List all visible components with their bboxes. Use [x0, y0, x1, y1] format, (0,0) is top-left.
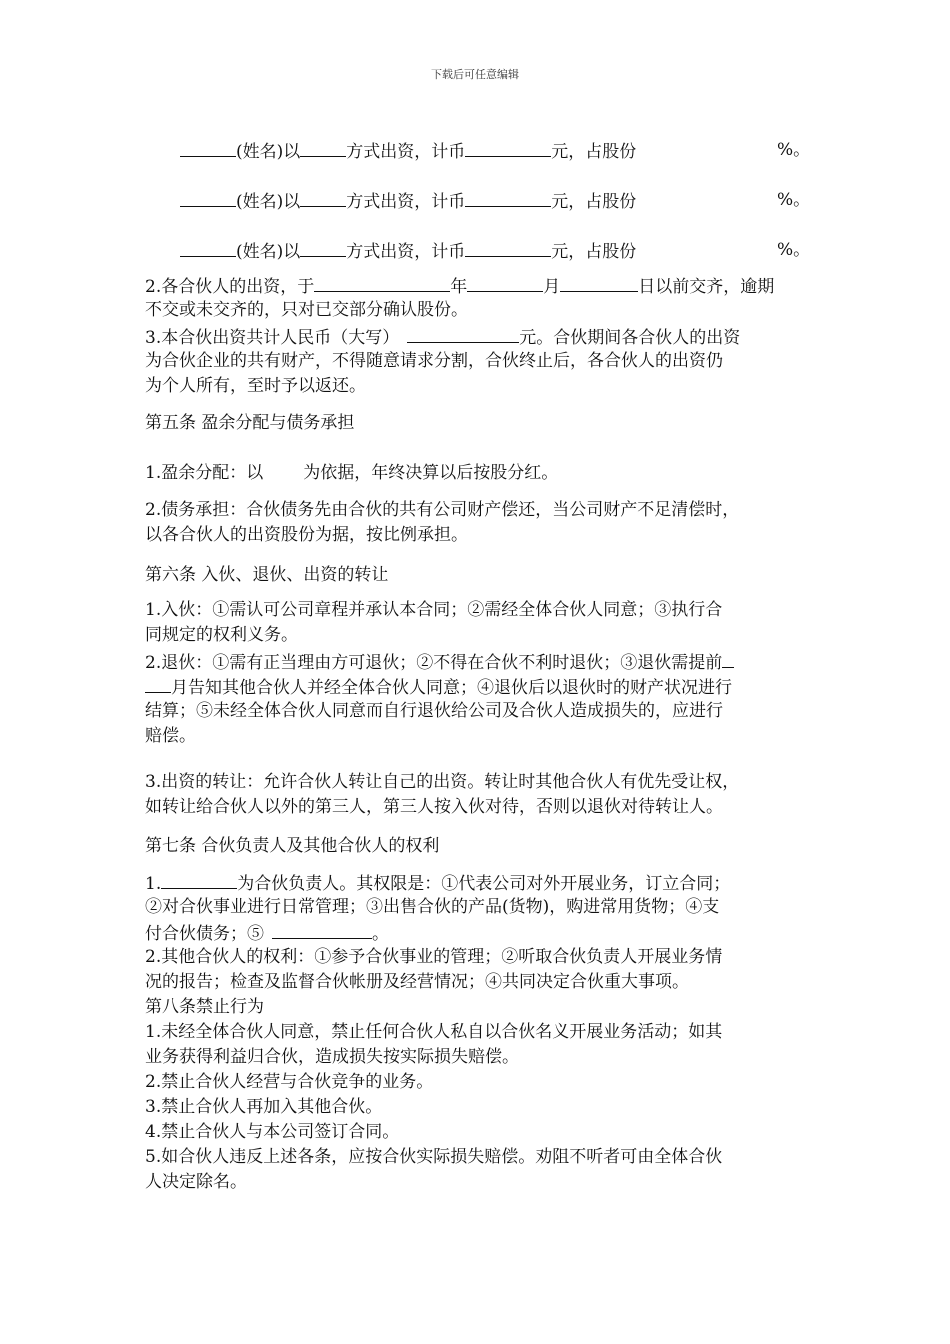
art6-p2-line1: [145, 649, 810, 676]
art5-p1: [145, 461, 810, 486]
art8-p3: 3.禁止合伙人再加入其他合伙。: [145, 1097, 383, 1117]
text: 月告知其他合伙人并经全体合伙人同意；④退伙后以退伙时的财产状况进行: [171, 678, 732, 698]
other-blank: [272, 920, 372, 939]
unit-text: 元，占股份: [551, 242, 637, 262]
art7-p1-line3: [145, 920, 810, 947]
art7-p1-line2: ②对合伙事业进行日常管理；③出售合伙的产品(货物)，购进常用货物；④支: [145, 897, 720, 917]
amount-blank: [465, 238, 551, 257]
method-blank: [300, 138, 346, 157]
text: 为依据，年终决算以后按股分红。: [303, 463, 559, 483]
text: 付合伙债务；⑤: [145, 924, 264, 944]
art8-p1-line2: 业务获得利益归合伙，造成损失按实际损失赔偿。: [145, 1047, 519, 1067]
unit-text: 元，占股份: [551, 192, 637, 212]
text: 2.退伙：①需有正当理由方可退伙；②不得在合伙不利时退伙；③退伙需提前: [145, 653, 723, 673]
contribution-row: [180, 238, 810, 265]
page-header: 下载后可任意编辑: [431, 68, 519, 81]
text: 3.本合伙出资共计人民币（大写）: [145, 328, 400, 348]
text: 月: [543, 277, 561, 297]
name-suffix: (姓名)以: [236, 142, 301, 162]
art4-p3-line3: 为个人所有，至时予以返还。: [145, 376, 366, 396]
art6-heading: 第六条 入伙、退伙、出资的转让: [145, 565, 389, 585]
art5-p2-line2: 以各合伙人的出资股份为据，按比例承担。: [145, 525, 468, 545]
text: 2.各合伙人的出资，于: [145, 277, 315, 297]
art7-heading: 第七条 合伙负责人及其他合伙人的权利: [145, 836, 440, 856]
art7-p2-line1: 2.其他合伙人的权利：①参予合伙事业的管理；②听取合伙负责人开展业务情: [145, 947, 723, 967]
method-blank: [300, 188, 346, 207]
amount-blank: [407, 324, 519, 343]
name-blank: [180, 238, 236, 257]
art6-p1-line2: 同规定的权利义务。: [145, 625, 298, 645]
art7-p2-line2: 况的报告；检查及监督合伙帐册及经营情况；④共同决定合伙重大事项。: [145, 972, 689, 992]
method-text: 方式出资，计币: [346, 242, 466, 262]
art8-p5-line2: 人决定除名。: [145, 1172, 247, 1192]
text: 为合伙负责人。其权限是：①代表公司对外开展业务，订立合同；: [237, 874, 731, 894]
art8-p4: 4.禁止合伙人与本公司签订合同。: [145, 1122, 400, 1142]
art4-p2-line1: [145, 273, 810, 300]
contribution-row: [180, 138, 810, 165]
text: 年: [450, 277, 468, 297]
text: 。: [372, 924, 389, 944]
percent-sign: %。: [777, 240, 811, 260]
amount-blank: [465, 138, 551, 157]
art8-p1-line1: 1.未经全体合伙人同意，禁止任何合伙人私自以合伙名义开展业务活动；如其: [145, 1022, 723, 1042]
months-blank: [145, 674, 171, 693]
art5-heading: 第五条 盈余分配与债务承担: [145, 413, 355, 433]
art6-p2-line4: 赔偿。: [145, 726, 196, 746]
name-suffix: (姓名)以: [236, 242, 301, 262]
day-blank: [560, 273, 638, 292]
art7-p1-line1: [145, 870, 810, 897]
months-blank-start: [722, 649, 734, 668]
name-suffix: (姓名)以: [236, 192, 301, 212]
month-blank: [467, 273, 543, 292]
art8-p2: 2.禁止合伙人经营与合伙竞争的业务。: [145, 1072, 434, 1092]
name-blank: [180, 188, 236, 207]
art4-p3-line1: [145, 324, 810, 351]
percent-sign: %。: [777, 190, 811, 210]
art5-p2-line1: 2.债务承担：合伙债务先由合伙的共有公司财产偿还，当公司财产不足清偿时，: [145, 500, 740, 520]
art4-p3-line2: 为合伙企业的共有财产，不得随意请求分割，合伙终止后，各合伙人的出资仍: [145, 351, 723, 371]
text: 元。合伙期间各合伙人的出资: [519, 328, 741, 348]
percent-sign: %。: [777, 140, 811, 160]
art6-p3-line2: 如转让给合伙人以外的第三人，第三人按入伙对待，否则以退伙对待转让人。: [145, 797, 723, 817]
name-blank: [180, 138, 236, 157]
art8-heading: 第八条禁止行为: [145, 997, 264, 1017]
unit-text: 元，占股份: [551, 142, 637, 162]
art4-p2-line2: 不交或未交齐的，只对已交部分确认股份。: [145, 300, 468, 320]
text: 1.: [145, 874, 162, 894]
text: 日以前交齐，逾期: [638, 277, 775, 297]
contribution-row: [180, 188, 810, 215]
art6-p1-line1: 1.入伙：①需认可公司章程并承认本合同；②需经全体合伙人同意；③执行合: [145, 600, 723, 620]
amount-blank: [465, 188, 551, 207]
responsible-blank: [161, 870, 237, 889]
text: 1.盈余分配：以: [145, 463, 264, 483]
art8-p5-line1: 5.如合伙人违反上述各条，应按合伙实际损失赔偿。劝阻不听者可由全体合伙: [145, 1147, 723, 1167]
method-text: 方式出资，计币: [346, 192, 466, 212]
art6-p2-line2: [145, 674, 810, 701]
art6-p3-line1: 3.出资的转让：允许合伙人转让自己的出资。转让时其他合伙人有优先受让权，: [145, 772, 740, 792]
year-blank: [314, 273, 450, 292]
method-text: 方式出资，计币: [346, 142, 466, 162]
art6-p2-line3: 结算；⑤未经全体合伙人同意而自行退伙给公司及合伙人造成损失的，应进行: [145, 701, 723, 721]
method-blank: [300, 238, 346, 257]
